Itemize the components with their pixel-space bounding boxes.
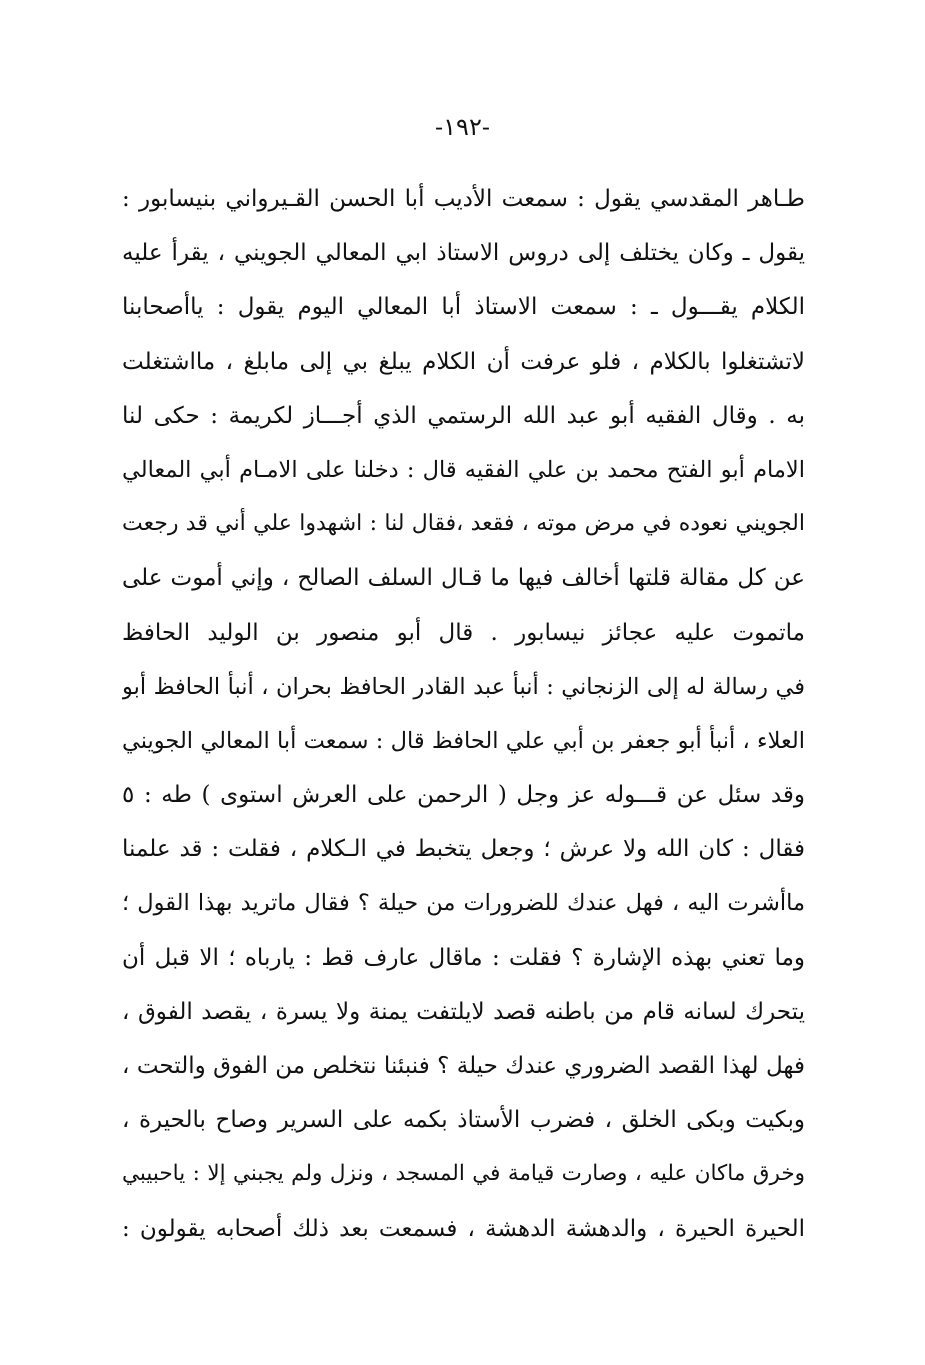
text-line: يقول ـ وكان يختلف إلى دروس الاستاذ ابي المعالي الجويني ، يقرأ عليه [122,240,805,267]
text-line: وقد سئل عن قـــوله عز وجل ( الرحمن على العرش استوى ) طه : ٥ [122,782,805,809]
text-line: عن كل مقالة قلتها أخالف فيها ما قـال السلف الصالح ، وإني أموت على [122,565,805,592]
text-line: ماتموت عليه عجائز نيسابور . قال أبو منصور بن الوليد الحافظ [122,619,805,646]
text-line: الكلام يقـــول ـ : سمعت الاستاذ أبا المعالي اليوم يقول : ياأصحابنا [122,294,805,321]
text-line: به . وقال الفقيه أبو عبد الله الرستمي الذي أجـــاز لكريمة : حكى لنا [122,402,805,429]
text-line: وما تعني بهذه الإشارة ؟ فقلت : ماقال عارف قط : يارباه ؛ الا قبل أن [122,944,805,971]
text-line: لاتشتغلوا بالكلام ، فلو عرفت أن الكلام يبلغ بي إلى مابلغ ، مااشتغلت [122,348,805,375]
text-line: الحيرة الحيرة ، والدهشة الدهشة ، فسمعت بعد ذلك أصحابه يقولون : [122,1215,805,1242]
text-line: فهل لهذا القصد الضروري عندك حيلة ؟ فنبئنا نتخلص من الفوق والتحت ، [122,1053,805,1079]
arabic-text-body [122,178,805,1262]
text-line: ماأشرت اليه ، فهل عندك للضرورات من حيلة ؟ فقال ماتريد بهذا القول ؛ [122,890,805,917]
text-line: العلاء ، أنبأ أبو جعفر بن أبي علي الحافظ قال : سمعت أبا المعالي الجويني [122,727,805,754]
text-line: وخرق ماكان عليه ، وصارت قيامة في المسجد ، ونزل ولم يجبني إلا : ياحبيبي [122,1161,805,1187]
text-line: في رسالة له إلى الزنجاني : أنبأ عبد القادر الحافظ بحران ، أنبأ الحافظ أبو [122,673,805,700]
text-line: فقال : كان الله ولا عرش ؛ وجعل يتخبط في الـكلام ، فقلت : قد علمنا [122,836,805,863]
page-number: -١٩٢- [435,113,490,141]
text-line: طـاهر المقدسي يقول : سمعت الأديب أبا الحسن القـيرواني بنيسابور : [122,186,805,212]
text-line: يتحرك لسانه قام من باطنه قصد لايلتفت يمنة ولا يسرة ، يقصد الفوق ، [122,998,805,1025]
text-line: الجويني نعوده في مرض موته ، فقعد ،فقال لنا : اشهدوا علي أني قد رجعت [122,511,805,537]
text-line: الامام أبو الفتح محمد بن علي الفقيه قال : دخلنا على الامـام أبي المعالي [122,456,805,483]
text-line: وبكيت وبكى الخلق ، فضرب الأستاذ بكمه على السرير وصاح بالحيرة ، [122,1107,805,1134]
